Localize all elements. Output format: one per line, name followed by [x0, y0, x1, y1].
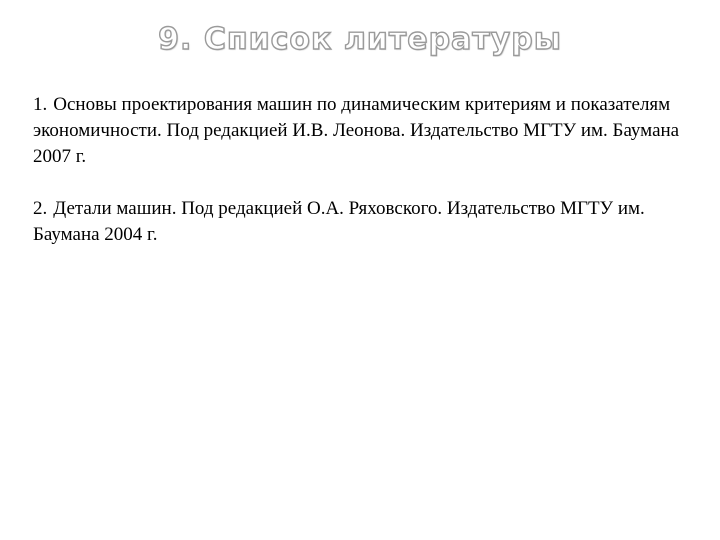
reference-number: 1. [33, 94, 48, 115]
slide-title: 9. Список литературы [158, 22, 562, 57]
reference-text: Основы проектирования машин по динамическим критериям и показателям экономичности. Под редакцией И.В. Леонова. Издательство МГТУ им. Баумана 2007 г. [33, 94, 680, 167]
reference-list [33, 92, 703, 274]
reference-item-2 [33, 196, 703, 248]
reference-number: 2. [33, 198, 48, 219]
reference-text: Детали машин. Под редакцией О.А. Ряховского. Издательство МГТУ им. Баумана 2004 г. [33, 198, 645, 245]
reference-item-1 [33, 92, 703, 170]
